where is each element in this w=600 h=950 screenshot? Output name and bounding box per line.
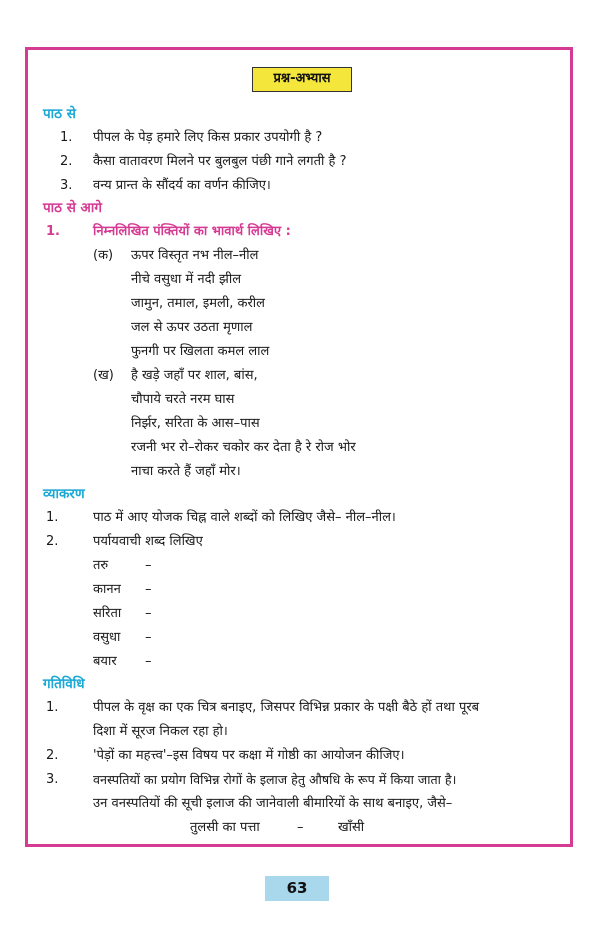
list-item-number: 3. [60,178,73,193]
question-text: निम्नलिखित पंक्तियों का भावार्थ लिखिए : [93,224,291,239]
list-item-number: 2. [60,154,73,169]
synonym-dash: – [145,654,152,669]
list-item-number: 2. [46,748,59,763]
synonym-dash: – [145,558,152,573]
poem-line: ऊपर विस्तृत नभ नील–नील [131,248,259,263]
list-item-line: दिशा में सूरज निकल रहा हो। [93,724,228,739]
list-item: पर्यायवाची शब्द लिखिए [93,534,203,549]
page-title: प्रश्न-अभ्यास [252,67,352,92]
list-item-line: 'पेड़ों का महत्त्व'–इस विषय पर कक्षा में गोष्ठी का आयोजन कीजिए। [93,748,405,763]
list-item-number: 2. [46,534,59,549]
section-heading-gatividhi: गतिविधि [43,676,85,692]
section-heading-paath-se-aage: पाठ से आगे [43,200,102,216]
synonym-dash: – [145,630,152,645]
synonym-dash: – [145,606,152,621]
synonym-word: बयार [93,654,117,669]
poem-line: फुनगी पर खिलता कमल लाल [131,344,270,359]
section-heading-vyakaran: व्याकरण [43,486,85,502]
part-label-ka: (क) [93,248,114,263]
list-item-line: पीपल के वृक्ष का एक चित्र बनाइए, जिसपर विभिन्न प्रकार के पक्षी बैठे हों तथा पूरब [93,700,480,715]
list-item: कैसा वातावरण मिलने पर बुलबुल पंछी गाने लगती है ? [93,154,347,169]
section-heading-paath-se: पाठ से [43,106,76,122]
poem-line: नीचे वसुधा में नदी झील [131,272,242,287]
example-right: खाँसी [338,820,365,835]
part-label-kha: (ख) [93,368,114,383]
synonym-word: वसुधा [93,630,121,645]
list-item: वन्य प्रान्त के सौंदर्य का वर्णन कीजिए। [93,178,271,193]
question-number: 1. [46,224,60,239]
example-dash: – [297,820,304,835]
list-item: पीपल के पेड़ हमारे लिए किस प्रकार उपयोगी है ? [93,130,323,145]
poem-line: रजनी भर रो–रोकर चकोर कर देता है रे रोज भोर [131,440,356,455]
list-item: पाठ में आए योजक चिह्न वाले शब्दों को लिखिए जैसे– नील–नील। [93,510,396,525]
synonym-word: सरिता [93,606,122,621]
synonym-word: कानन [93,582,121,597]
list-item-line: उन वनस्पतियों की सूची इलाज की जानेवाली बीमारियों के साथ बनाइए, जैसे– [93,796,453,811]
poem-line: जामुन, तमाल, इमली, करील [131,296,265,311]
poem-line: नाचा करते हैं जहाँ मोर। [131,464,241,479]
page-number: 63 [265,876,329,901]
example-left: तुलसी का पत्ता [190,820,260,835]
list-item-number: 1. [60,130,73,145]
poem-line: निर्झर, सरिता के आस–पास [131,416,260,431]
list-item-number: 3. [46,772,59,787]
list-item-number: 1. [46,700,59,715]
list-item-line: वनस्पतियों का प्रयोग विभिन्न रोगों के इलाज हेतु औषधि के रूप में किया जाता है। [93,772,457,787]
synonym-word: तरु [93,558,109,573]
poem-line: चौपाये चरते नरम घास [131,392,235,407]
poem-line: जल से ऊपर उठता मृणाल [131,320,253,335]
poem-line: है खड़े जहाँ पर शाल, बांस, [131,368,258,383]
synonym-dash: – [145,582,152,597]
list-item-number: 1. [46,510,59,525]
